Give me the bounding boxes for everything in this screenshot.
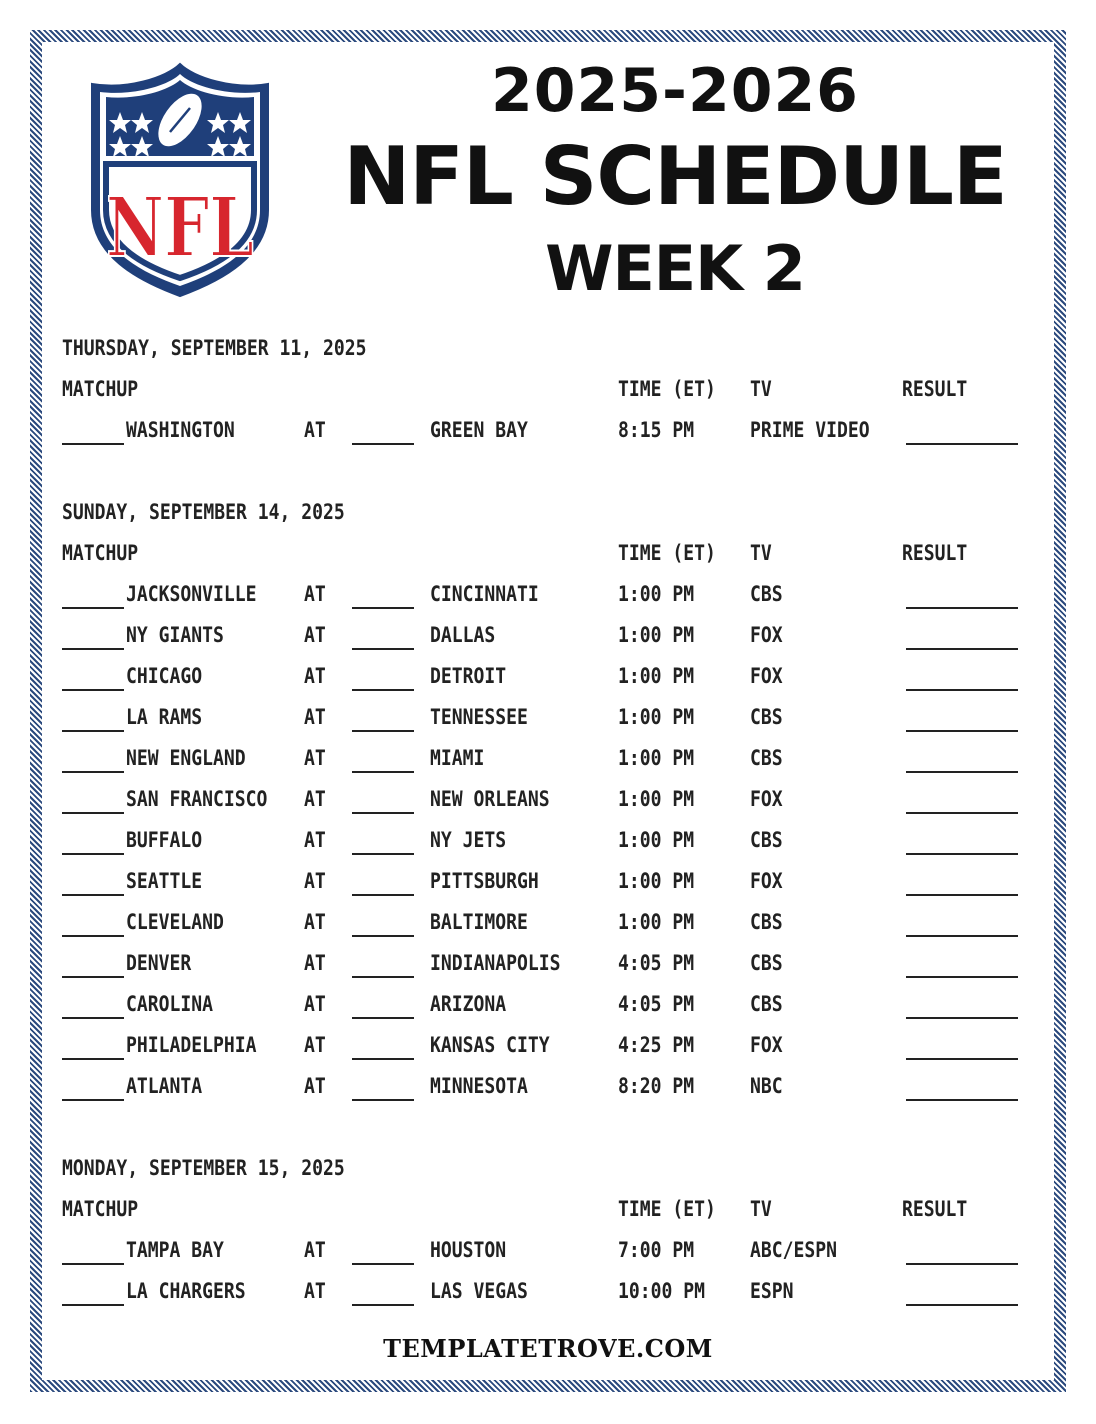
away-pick-blank[interactable] xyxy=(62,1304,124,1306)
column-header-time: TIME (ET) xyxy=(618,541,716,565)
at-label: AT xyxy=(304,951,326,975)
result-blank[interactable] xyxy=(906,443,1018,445)
logo-letters: NFL xyxy=(106,180,254,276)
away-pick-blank[interactable] xyxy=(62,1099,124,1101)
column-header-time: TIME (ET) xyxy=(618,377,716,401)
section-date: SUNDAY, SEPTEMBER 14, 2025 xyxy=(62,500,345,524)
away-pick-blank[interactable] xyxy=(62,689,124,691)
home-pick-blank[interactable] xyxy=(352,1263,414,1265)
home-pick-blank[interactable] xyxy=(352,935,414,937)
away-team: TAMPA BAY xyxy=(126,1238,224,1262)
home-team: BALTIMORE xyxy=(430,910,528,934)
result-blank[interactable] xyxy=(906,935,1018,937)
tv-network: PRIME VIDEO xyxy=(750,418,870,442)
tv-network: CBS xyxy=(750,992,783,1016)
tv-network: FOX xyxy=(750,1033,783,1057)
home-team: INDIANAPOLIS xyxy=(430,951,561,975)
away-team: CLEVELAND xyxy=(126,910,224,934)
result-blank[interactable] xyxy=(906,1017,1018,1019)
home-pick-blank[interactable] xyxy=(352,771,414,773)
page-title: NFL SCHEDULE xyxy=(343,130,1007,223)
result-blank[interactable] xyxy=(906,853,1018,855)
at-label: AT xyxy=(304,869,326,893)
home-team: MIAMI xyxy=(430,746,485,770)
home-pick-blank[interactable] xyxy=(352,1304,414,1306)
column-header-result: RESULT xyxy=(902,541,968,565)
tv-network: FOX xyxy=(750,869,783,893)
tv-network: CBS xyxy=(750,828,783,852)
section-date: MONDAY, SEPTEMBER 15, 2025 xyxy=(62,1156,345,1180)
at-label: AT xyxy=(304,1279,326,1303)
at-label: AT xyxy=(304,582,326,606)
away-pick-blank[interactable] xyxy=(62,1058,124,1060)
home-team: HOUSTON xyxy=(430,1238,507,1262)
at-label: AT xyxy=(304,746,326,770)
away-team: DENVER xyxy=(126,951,192,975)
home-pick-blank[interactable] xyxy=(352,689,414,691)
away-team: WASHINGTON xyxy=(126,418,235,442)
home-pick-blank[interactable] xyxy=(352,812,414,814)
game-time: 7:00 PM xyxy=(618,1238,695,1262)
game-time: 4:05 PM xyxy=(618,951,695,975)
game-time: 1:00 PM xyxy=(618,705,695,729)
home-team: DETROIT xyxy=(430,664,507,688)
game-time: 10:00 PM xyxy=(618,1279,705,1303)
tv-network: FOX xyxy=(750,787,783,811)
column-header-matchup: MATCHUP xyxy=(62,377,139,401)
column-header-result: RESULT xyxy=(902,377,968,401)
game-time: 1:00 PM xyxy=(618,869,695,893)
result-blank[interactable] xyxy=(906,648,1018,650)
away-pick-blank[interactable] xyxy=(62,771,124,773)
result-blank[interactable] xyxy=(906,812,1018,814)
away-pick-blank[interactable] xyxy=(62,607,124,609)
result-blank[interactable] xyxy=(906,894,1018,896)
tv-network: CBS xyxy=(750,705,783,729)
at-label: AT xyxy=(304,1033,326,1057)
tv-network: CBS xyxy=(750,582,783,606)
home-team: TENNESSEE xyxy=(430,705,528,729)
away-pick-blank[interactable] xyxy=(62,730,124,732)
away-team: PHILADELPHIA xyxy=(126,1033,257,1057)
column-header-result: RESULT xyxy=(902,1197,968,1221)
column-header-tv: TV xyxy=(750,1197,772,1221)
column-header-time: TIME (ET) xyxy=(618,1197,716,1221)
tv-network: ABC/ESPN xyxy=(750,1238,837,1262)
home-team: CINCINNATI xyxy=(430,582,539,606)
result-blank[interactable] xyxy=(906,1058,1018,1060)
away-pick-blank[interactable] xyxy=(62,1263,124,1265)
home-team: GREEN BAY xyxy=(430,418,528,442)
tv-network: CBS xyxy=(750,746,783,770)
tv-network: CBS xyxy=(750,910,783,934)
away-team: BUFFALO xyxy=(126,828,203,852)
game-time: 1:00 PM xyxy=(618,623,695,647)
away-pick-blank[interactable] xyxy=(62,648,124,650)
home-team: DALLAS xyxy=(430,623,496,647)
home-team: ARIZONA xyxy=(430,992,507,1016)
away-pick-blank[interactable] xyxy=(62,894,124,896)
result-blank[interactable] xyxy=(906,607,1018,609)
home-pick-blank[interactable] xyxy=(352,894,414,896)
tv-network: NBC xyxy=(750,1074,783,1098)
game-time: 1:00 PM xyxy=(618,787,695,811)
tv-network: FOX xyxy=(750,664,783,688)
section-date: THURSDAY, SEPTEMBER 11, 2025 xyxy=(62,336,367,360)
game-time: 8:20 PM xyxy=(618,1074,695,1098)
home-team: LAS VEGAS xyxy=(430,1279,528,1303)
away-team: LA CHARGERS xyxy=(126,1279,246,1303)
away-team: LA RAMS xyxy=(126,705,203,729)
home-pick-blank[interactable] xyxy=(352,730,414,732)
home-pick-blank[interactable] xyxy=(352,648,414,650)
home-pick-blank[interactable] xyxy=(352,853,414,855)
away-team: CHICAGO xyxy=(126,664,203,688)
column-header-tv: TV xyxy=(750,541,772,565)
at-label: AT xyxy=(304,828,326,852)
result-blank[interactable] xyxy=(906,976,1018,978)
home-pick-blank[interactable] xyxy=(352,607,414,609)
result-blank[interactable] xyxy=(906,1263,1018,1265)
at-label: AT xyxy=(304,1238,326,1262)
home-pick-blank[interactable] xyxy=(352,976,414,978)
at-label: AT xyxy=(304,705,326,729)
result-blank[interactable] xyxy=(906,771,1018,773)
home-team: PITTSBURGH xyxy=(430,869,539,893)
game-time: 1:00 PM xyxy=(618,582,695,606)
away-pick-blank[interactable] xyxy=(62,976,124,978)
game-time: 4:05 PM xyxy=(618,992,695,1016)
footer-site: TEMPLATETROVE.COM xyxy=(383,1334,713,1363)
away-team: ATLANTA xyxy=(126,1074,203,1098)
home-team: NEW ORLEANS xyxy=(430,787,550,811)
at-label: AT xyxy=(304,418,326,442)
away-pick-blank[interactable] xyxy=(62,443,124,445)
column-header-tv: TV xyxy=(750,377,772,401)
home-team: KANSAS CITY xyxy=(430,1033,550,1057)
away-team: NEW ENGLAND xyxy=(126,746,246,770)
week-title: WEEK 2 xyxy=(545,232,805,305)
season-title: 2025-2026 xyxy=(491,56,859,126)
at-label: AT xyxy=(304,787,326,811)
away-pick-blank[interactable] xyxy=(62,853,124,855)
home-pick-blank[interactable] xyxy=(352,1058,414,1060)
game-time: 1:00 PM xyxy=(618,910,695,934)
result-blank[interactable] xyxy=(906,730,1018,732)
away-team: JACKSONVILLE xyxy=(126,582,257,606)
game-time: 4:25 PM xyxy=(618,1033,695,1057)
home-pick-blank[interactable] xyxy=(352,1017,414,1019)
away-team: CAROLINA xyxy=(126,992,213,1016)
at-label: AT xyxy=(304,1074,326,1098)
home-pick-blank[interactable] xyxy=(352,1099,414,1101)
nfl-logo xyxy=(86,60,274,300)
tv-network: ESPN xyxy=(750,1279,794,1303)
game-time: 1:00 PM xyxy=(618,828,695,852)
result-blank[interactable] xyxy=(906,1099,1018,1101)
home-team: MINNESOTA xyxy=(430,1074,528,1098)
away-pick-blank[interactable] xyxy=(62,935,124,937)
at-label: AT xyxy=(304,910,326,934)
away-team: NY GIANTS xyxy=(126,623,224,647)
home-pick-blank[interactable] xyxy=(352,443,414,445)
away-pick-blank[interactable] xyxy=(62,1017,124,1019)
at-label: AT xyxy=(304,664,326,688)
game-time: 1:00 PM xyxy=(618,664,695,688)
column-header-matchup: MATCHUP xyxy=(62,1197,139,1221)
tv-network: FOX xyxy=(750,623,783,647)
result-blank[interactable] xyxy=(906,689,1018,691)
game-time: 8:15 PM xyxy=(618,418,695,442)
home-team: NY JETS xyxy=(430,828,507,852)
at-label: AT xyxy=(304,623,326,647)
game-time: 1:00 PM xyxy=(618,746,695,770)
tv-network: CBS xyxy=(750,951,783,975)
away-team: SAN FRANCISCO xyxy=(126,787,268,811)
at-label: AT xyxy=(304,992,326,1016)
away-team: SEATTLE xyxy=(126,869,203,893)
column-header-matchup: MATCHUP xyxy=(62,541,139,565)
result-blank[interactable] xyxy=(906,1304,1018,1306)
away-pick-blank[interactable] xyxy=(62,812,124,814)
